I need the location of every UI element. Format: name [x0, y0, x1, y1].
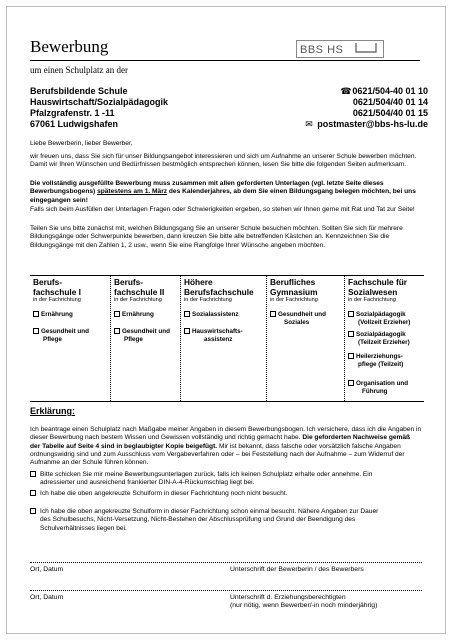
deadline-date: spätestens am 1. März — [97, 188, 168, 196]
help-paragraph: Falls sich beim Ausfüllen der Unterlagen Fragen oder Schwierigkeiten ergeben, so stehen wir Ihnen gerne mit Rat und Tat zur Seite! — [30, 206, 415, 213]
option-already-attended[interactable]: Ich habe die oben angekreuzte Schulform in dieser Fachrichtung schon einmal besucht. Nähere Angaben zur Dauer des Schulbesuchs, Nicht-Versetzung, Nicht-Bestehen der Abschlussprüfung und Grund der Beendigung des Schulverhältnisses liegen bei. — [30, 508, 422, 533]
mail-icon: ✉ — [305, 119, 313, 129]
option-gesundheit-bfs2[interactable]: Gesundheit und Pflege — [114, 328, 170, 344]
program-subtitle: in der Fachrichtung — [33, 297, 81, 303]
program-column-fs — [344, 276, 425, 401]
signature-line-guardian[interactable] — [30, 590, 422, 591]
program-column-hbf — [180, 276, 267, 401]
checkbox[interactable] — [114, 328, 120, 334]
checkbox[interactable] — [114, 311, 120, 317]
program-title: Berufs- fachschule I — [33, 277, 81, 297]
program-column-bfs1 — [30, 276, 110, 401]
logo-text: BBS HS — [300, 44, 344, 56]
instructions-paragraph: Teilen Sie uns bitte zunächst mit, welchen Bildungsgang Sie an unserer Schule besuchen möchten. Sollten Sie sich für mehrere Bildungsgänge oder Schwerpunkte bewerben, dann kreuzen Sie bitte alle betreffenden Kästchen an. Kennzeichnen Sie die Bildungsgänge mit den Zahlen 1, 2 usw., wenn Sie eine Rangfolge Ihrer Wünsche angeben möchten. — [30, 225, 403, 249]
checkbox[interactable] — [30, 490, 36, 496]
checkbox[interactable] — [30, 508, 36, 514]
option-return-documents[interactable]: Bitte schicken Sie mir meine Bewerbungsunterlagen zurück, falls ich keinen Schulplatz erhalte oder annehme. Ein adressierter und ausreichend frankierter DIN-A-4-Rückumschlag liegt bei. — [30, 471, 422, 488]
fax-number: 0621/504/40 01 15 — [352, 108, 428, 118]
option-ernaehrung-bfs1[interactable]: Ernährung — [33, 311, 73, 319]
school-city: 67061 Ludwigshafen — [30, 119, 119, 129]
phone-icon: ☎ — [340, 86, 352, 96]
program-column-bfs2 — [110, 276, 181, 401]
deadline-rest: des Kalenderjahres, ab dem Sie einen Bildungsgang belegen möchten, bei uns eingegangen sein! — [30, 188, 416, 204]
program-subtitle: in der Fachrichtung — [184, 297, 232, 303]
program-title: Berufs- fachschule II — [114, 277, 165, 297]
checkbox[interactable] — [348, 353, 354, 359]
checkbox[interactable] — [184, 311, 190, 317]
header-rule — [30, 60, 420, 61]
program-column-bg — [266, 276, 345, 401]
checkbox[interactable] — [348, 380, 354, 386]
checkbox[interactable] — [270, 311, 276, 317]
declaration-paragraph: Ich beantrage einen Schulplatz nach Maßgabe meiner Angaben in diesem Bewerbungsbogen. Ich versichere, dass ich die Angaben in dieser Bewerbung nach bestem Wissen und Gewissen vollständig und richtig gemacht habe. Die geforderten Nachweise gemäß der Tabelle auf Seite 4 sind in beglaubigter Kopie beigefügt. Mir ist bekannt, dass falsche oder vorsätzlich falsche Angaben ordnungswidrig sind und zum Ausschluss vom Vergabeverfahren oder – bei Feststellung nach der Aufnahme – zum Widerruf der Aufnahme an der Schule führen können. — [30, 426, 422, 467]
school-street: Pfalzgrafenstr. 1 -11 — [30, 108, 115, 118]
option-sozpaed-teilzeit[interactable]: Sozialpädagogik (Teilzeit Erzieher) — [348, 331, 410, 347]
applicant-signature-label: Unterschrift der Bewerberin / des Bewerbers — [230, 566, 364, 573]
place-date-label: Ort, Datum — [30, 566, 64, 573]
school-department: Hauswirtschaft/Sozialpädagogik — [30, 97, 169, 107]
checkbox[interactable] — [184, 328, 190, 334]
option-heilerziehungspflege[interactable]: Heilerziehungs- pflege (Teilzeit) — [348, 353, 403, 369]
checkbox[interactable] — [33, 311, 39, 317]
salutation: Liebe Bewerberin, lieber Bewerber, — [30, 140, 133, 147]
guardian-signature-label: Unterschrift d. Erziehungsberechtigten (nur nötig, wenn Bewerber/-in noch minderjährig) — [230, 594, 378, 609]
checkbox[interactable] — [33, 328, 39, 334]
declaration-heading: Erklärung: — [30, 406, 76, 416]
place-date-label-2: Ort, Datum — [30, 594, 64, 601]
option-sozpaed-vollzeit[interactable]: Sozialpädagogik (Vollzeit Erzieher) — [348, 311, 410, 327]
email-address: postmaster@bbs-hs-lu.de — [317, 119, 428, 129]
phone-number: 0621/504-40 01 10 — [352, 86, 428, 96]
checkbox[interactable] — [348, 311, 354, 317]
option-not-attended[interactable]: Ich habe die oben angekreuzte Schulform in dieser Fachrichtung noch nicht besucht. — [30, 490, 422, 498]
school-logo — [296, 40, 384, 58]
option-organisation-fuehrung[interactable]: Organisation und Führung — [348, 380, 408, 396]
option-hauswirtschaftsassistenz[interactable]: Hauswirtschafts- assistenz — [184, 328, 243, 344]
signature-line-applicant[interactable] — [30, 562, 422, 563]
program-title: Fachschule für Sozialwesen — [348, 277, 408, 297]
option-sozialassistenz[interactable]: Sozialassistenz — [184, 311, 239, 319]
program-selection-table — [30, 275, 424, 402]
phone-number-2: 0621/504/40 01 14 — [352, 97, 428, 107]
school-contact — [288, 86, 428, 130]
checkbox[interactable] — [348, 331, 354, 337]
option-gesundheit-soziales[interactable]: Gesundheit und Soziales — [270, 311, 326, 327]
intro-paragraph: wir freuen uns, dass Sie sich für unser Bildungsangebot interessieren und sich um Aufnahme an unserer Schule bewerben möchten. Damit wir Ihren Wünschen und Bedürfnissen bestmöglich entsprechen können, lesen Sie bitte die folgenden Seiten aufmerksam. — [30, 153, 417, 169]
school-name: Berufsbildende Schule — [30, 86, 128, 96]
subtitle: um einen Schulplatz an der — [30, 65, 128, 75]
deadline-paragraph — [30, 180, 422, 205]
deadline-text: Die vollständig ausgefüllte Bewerbung muss zusammen mit allen geforderten Unterlagen (vgl. letzte Seite dieses Bewerbungsbogens) — [30, 180, 384, 196]
school-address — [30, 86, 168, 130]
page-title: Bewerbung — [30, 37, 109, 56]
program-title: Berufliches Gymnasium — [270, 277, 318, 297]
program-subtitle: in der Fachrichtung — [114, 297, 162, 303]
program-subtitle: in der Fachrichtung — [270, 297, 318, 303]
program-title: Höhere Berufsfachschule — [184, 277, 254, 297]
option-ernaehrung-bfs2[interactable]: Ernährung — [114, 311, 154, 319]
checkbox[interactable] — [30, 471, 36, 477]
program-subtitle: in der Fachrichtung — [348, 297, 396, 303]
option-gesundheit-bfs1[interactable]: Gesundheit und Pflege — [33, 328, 89, 344]
